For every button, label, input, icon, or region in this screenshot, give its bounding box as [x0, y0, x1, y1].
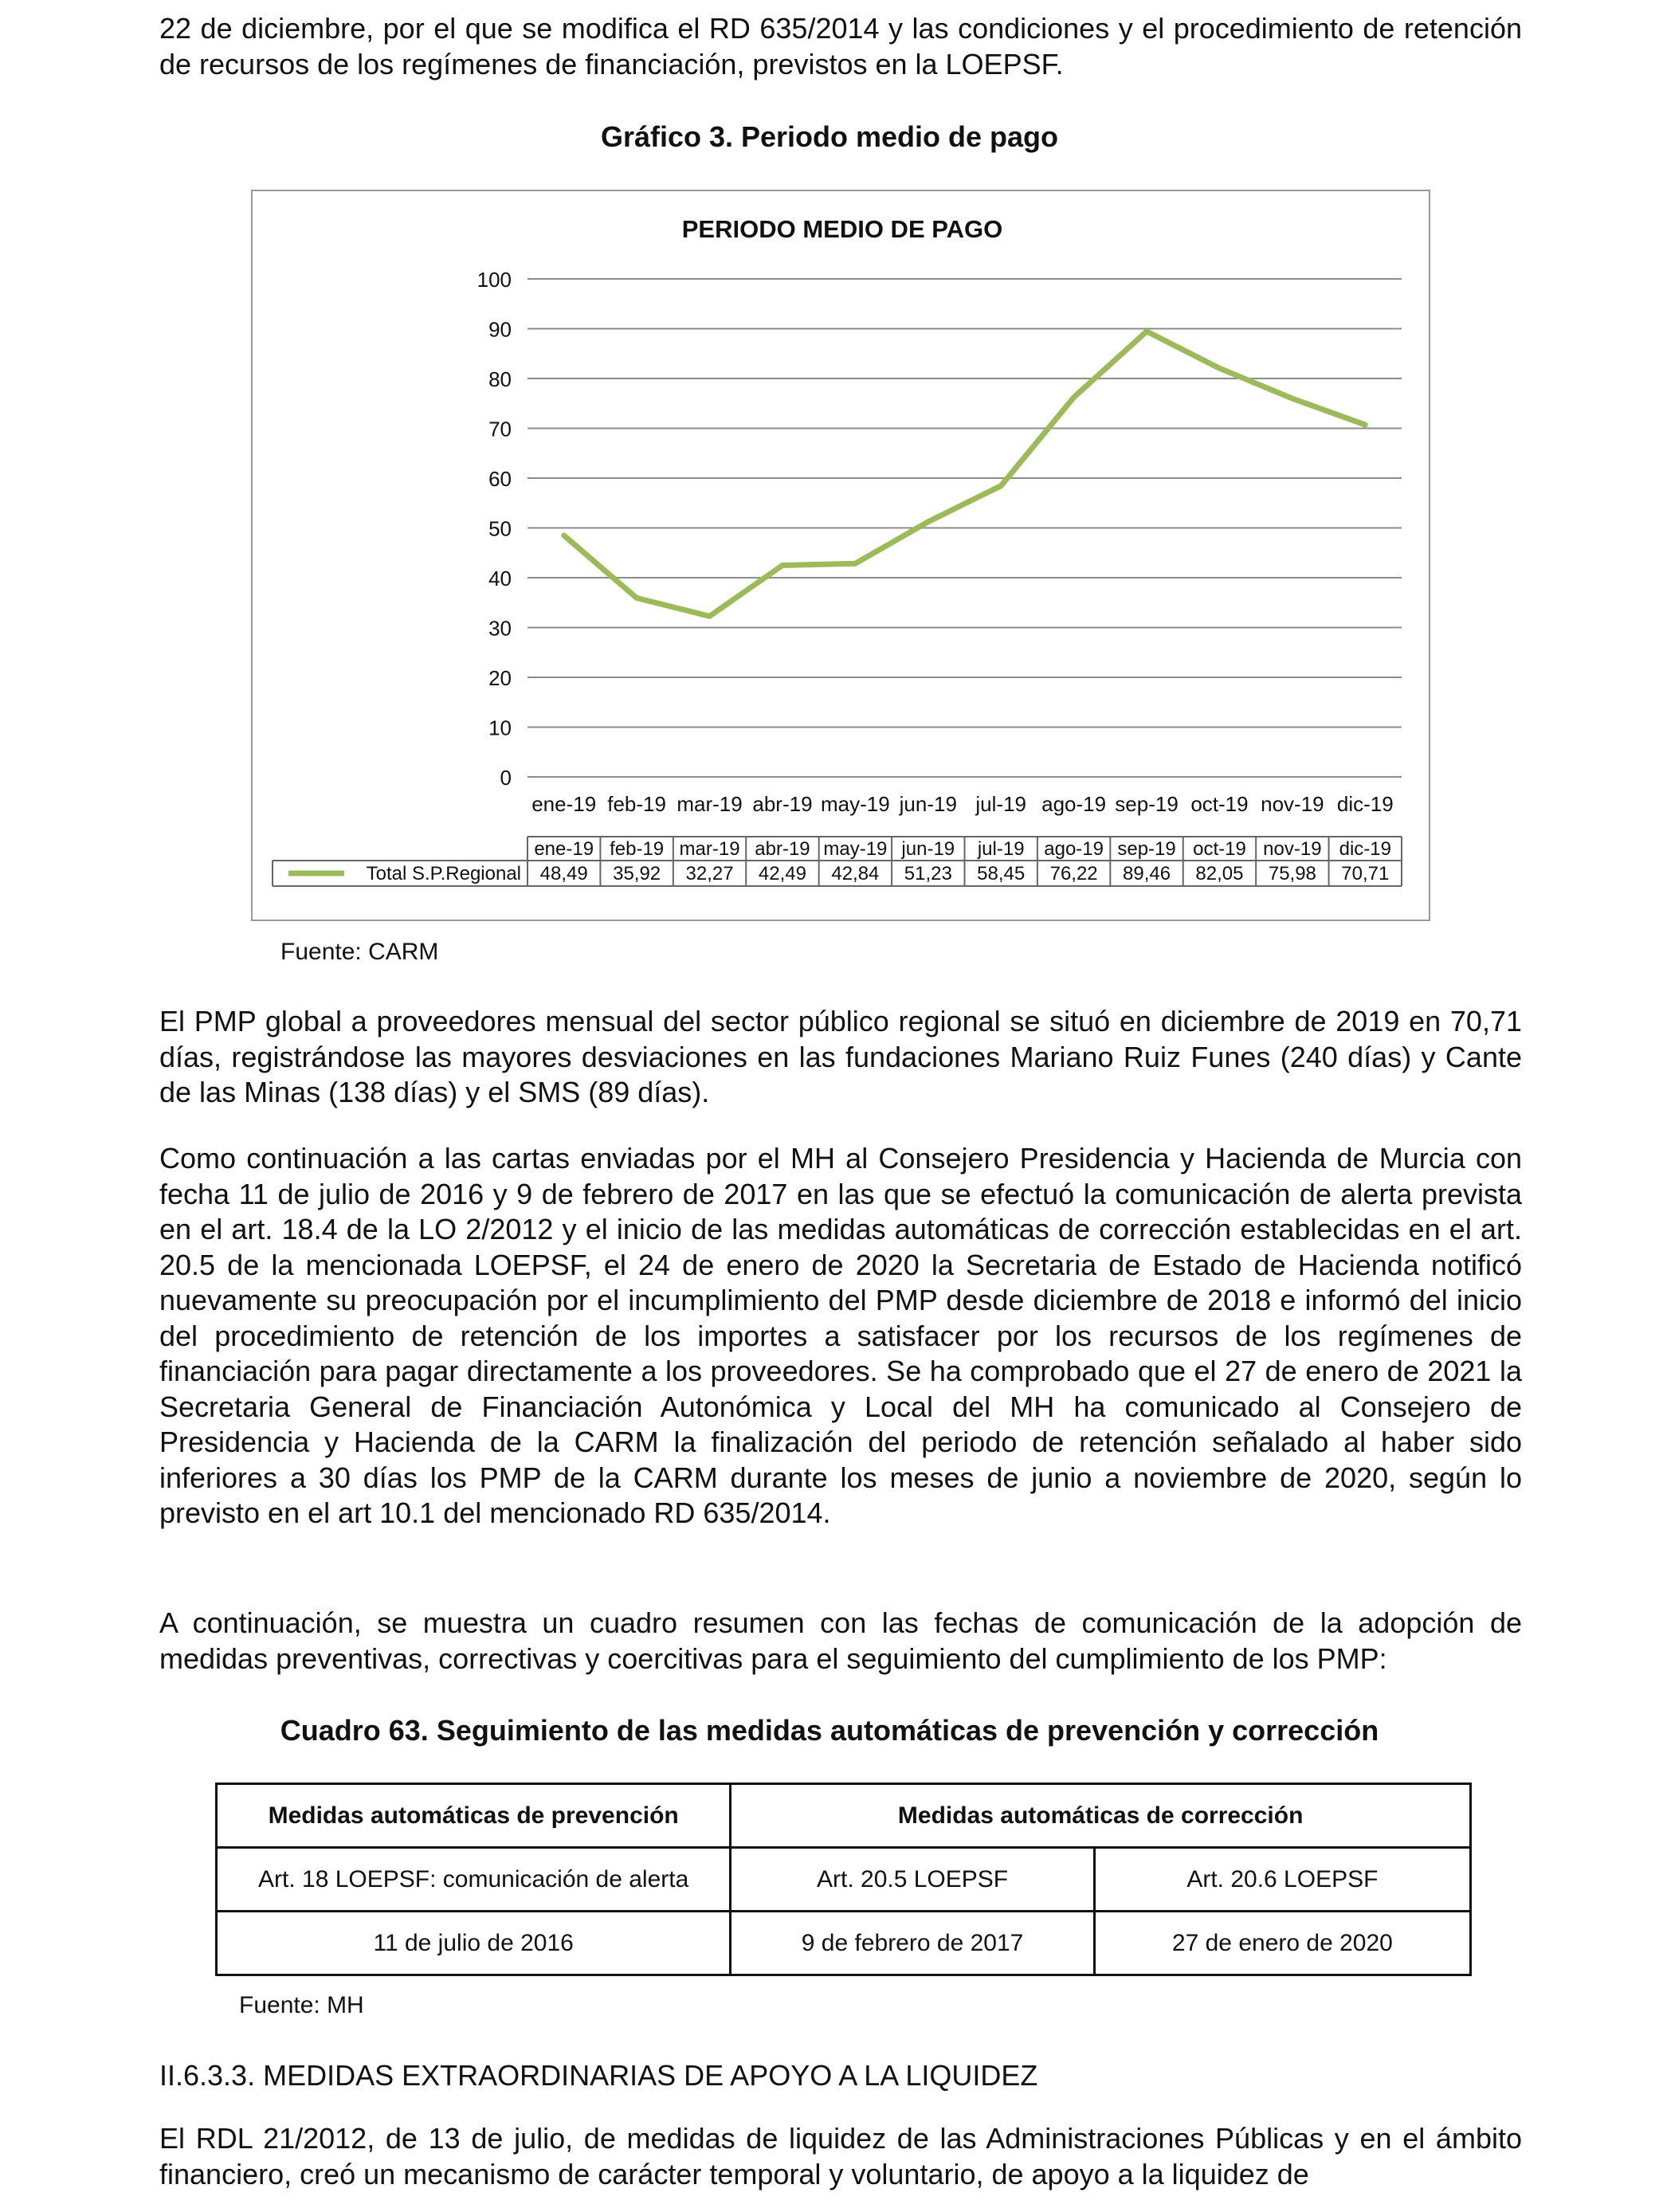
- paragraph-cuadro-intro: A continuación, se muestra un cuadro resumen con las fechas de comunicación de la adopción de medidas preventivas, correctivas y coercitivas para el seguimiento del cumplimiento de los PMP:: [159, 1606, 1522, 1675]
- data-label: 70,71: [1341, 863, 1390, 884]
- x-tick-label: abr-19: [752, 792, 813, 816]
- data-table: [273, 837, 1402, 886]
- figure-source: Fuente: CARM: [280, 939, 439, 965]
- table-source: Fuente: MH: [239, 1992, 364, 2018]
- x-axis-ticks: [531, 792, 1393, 816]
- data-label: 89,46: [1123, 863, 1171, 884]
- x-tick-label: ago-19: [1041, 792, 1107, 816]
- chart-title: PERIODO MEDIO DE PAGO: [681, 215, 1003, 243]
- gridlines: [528, 279, 1402, 777]
- final-paragraph: El RDL 21/2012, de 13 de julio, de medidas de liquidez de las Administraciones Públicas y en el ámbito financiero, creó un mecanismo de carácter temporal y voluntario, de apoyo a la liquidez de: [159, 2122, 1522, 2190]
- x-tick-label: jul-19: [975, 792, 1027, 816]
- table-category-label: sep-19: [1117, 838, 1176, 860]
- x-tick-label: dic-19: [1336, 792, 1394, 816]
- series-line: [564, 331, 1366, 616]
- header-prevencion: Medidas automáticas de prevención: [217, 1784, 731, 1848]
- table-cell: Art. 20.6 LOEPSF: [1094, 1848, 1470, 1912]
- data-label: 35,92: [613, 863, 661, 884]
- y-tick-label: 10: [488, 716, 512, 740]
- table-category-label: oct-19: [1193, 838, 1246, 860]
- table-category-label: dic-19: [1339, 838, 1391, 860]
- intro-paragraph: 22 de diciembre, por el que se modifica el RD 635/2014 y las condiciones y el procedimiento de retención de recursos de los regímenes de financiación, previstos en la LOEPSF.: [159, 12, 1522, 80]
- data-label: 42,49: [758, 863, 806, 884]
- data-label: 42,84: [831, 863, 880, 884]
- table-row: [217, 1848, 1471, 1912]
- section-heading: II.6.3.3. MEDIDAS EXTRAORDINARIAS DE APOYO A LA LIQUIDEZ: [159, 2059, 1038, 2092]
- x-tick-label: jun-19: [899, 792, 957, 816]
- table-category-label: jun-19: [901, 838, 955, 860]
- table-category-label: mar-19: [679, 838, 740, 860]
- paragraph-cartas: Como continuación a las cartas enviadas por el MH al Consejero Presidencia y Hacienda de Murcia con fecha 11 de julio de 2016 y 9 de febrero de 2017 en las que se efectuó la comunicación de alerta prevista en el art. 18.4 de la LO 2/2012 y el inicio de las medidas automáticas de corrección establecidas en el art. 20.5 de la mencionada LOEPSF, el 24 de enero de 2020 la Secretaria de Estado de Hacienda notificó nuevamente su preocupación por el incumplimiento del PMP desde diciembre de 2018 e informó del inicio del procedimiento de retención de los importes a satisfacer por los recursos de los regímenes de financiación para pagar directamente a los proveedores. Se ha comprobado que el 27 de enero de 2021 la Secretaria General de Financiación Autonómica y Local del MH ha comunicado al Consejero de Presidencia y Hacienda de la CARM la finalización del periodo de retención señalado al haber sido inferiores a 30 días los PMP de la CARM durante los meses de junio a noviembre de 2020, según lo previsto en el art 10.1 del mencionado RD 635/2014.: [159, 1142, 1522, 1529]
- y-tick-label: 70: [488, 417, 512, 441]
- chart-container: [251, 190, 1430, 921]
- y-tick-label: 0: [500, 766, 512, 790]
- table-cell: 11 de julio de 2016: [217, 1912, 731, 1975]
- measures-table: [215, 1783, 1472, 1976]
- table-row: [217, 1912, 1471, 1975]
- table-cell: Art. 18 LOEPSF: comunicación de alerta: [217, 1848, 731, 1912]
- table-category-label: ago-19: [1044, 838, 1104, 860]
- table-category-label: feb-19: [610, 838, 665, 860]
- y-tick-label: 90: [488, 317, 512, 342]
- series-line-total-sp-regional: [564, 331, 1366, 616]
- table-cell: 9 de febrero de 2017: [731, 1912, 1094, 1975]
- data-label: 58,45: [977, 863, 1026, 884]
- data-label: 32,27: [685, 863, 734, 884]
- y-tick-label: 60: [488, 467, 512, 491]
- y-tick-label: 20: [488, 666, 512, 690]
- x-tick-label: nov-19: [1261, 792, 1324, 816]
- header-correccion: Medidas automáticas de corrección: [731, 1784, 1471, 1848]
- legend-series-name: Total S.P.Regional: [366, 863, 521, 884]
- y-tick-label: 50: [488, 516, 512, 541]
- data-label: 75,98: [1268, 863, 1316, 884]
- line-chart: [253, 191, 1429, 920]
- y-tick-label: 80: [488, 367, 512, 391]
- table-cell: 27 de enero de 2020: [1094, 1912, 1470, 1975]
- table-category-label: abr-19: [755, 838, 810, 860]
- table-category-label: may-19: [823, 838, 888, 860]
- y-tick-label: 100: [477, 268, 512, 292]
- data-label: 51,23: [904, 863, 952, 884]
- table-header-row: [217, 1784, 1471, 1848]
- table-category-label: ene-19: [534, 838, 594, 860]
- x-tick-label: ene-19: [531, 792, 597, 816]
- table-caption: Cuadro 63. Seguimiento de las medidas automáticas de prevención y corrección: [280, 1714, 1379, 1747]
- x-tick-label: sep-19: [1115, 792, 1179, 816]
- x-tick-label: may-19: [821, 792, 890, 816]
- x-tick-label: feb-19: [607, 792, 666, 816]
- table-category-label: nov-19: [1263, 838, 1322, 860]
- y-tick-label: 40: [488, 567, 512, 590]
- table-category-label: jul-19: [977, 838, 1025, 860]
- table-cell: Art. 20.5 LOEPSF: [731, 1848, 1094, 1912]
- y-axis-ticks: [477, 268, 512, 790]
- x-tick-label: mar-19: [677, 792, 743, 816]
- data-label: 76,22: [1049, 863, 1098, 884]
- y-tick-label: 30: [488, 616, 512, 641]
- paragraph-pmp: El PMP global a proveedores mensual del sector público regional se situó en diciembre de 2019 en 70,71 días, registrándose las mayores desviaciones en las fundaciones Mariano Ruiz Funes (240 días) y Cante de las Minas (138 días) y el SMS (89 días).: [159, 1005, 1522, 1108]
- data-label: 82,05: [1195, 863, 1244, 884]
- x-tick-label: oct-19: [1190, 792, 1249, 816]
- data-label: 48,49: [539, 863, 588, 884]
- figure-caption: Gráfico 3. Periodo medio de pago: [600, 120, 1059, 153]
